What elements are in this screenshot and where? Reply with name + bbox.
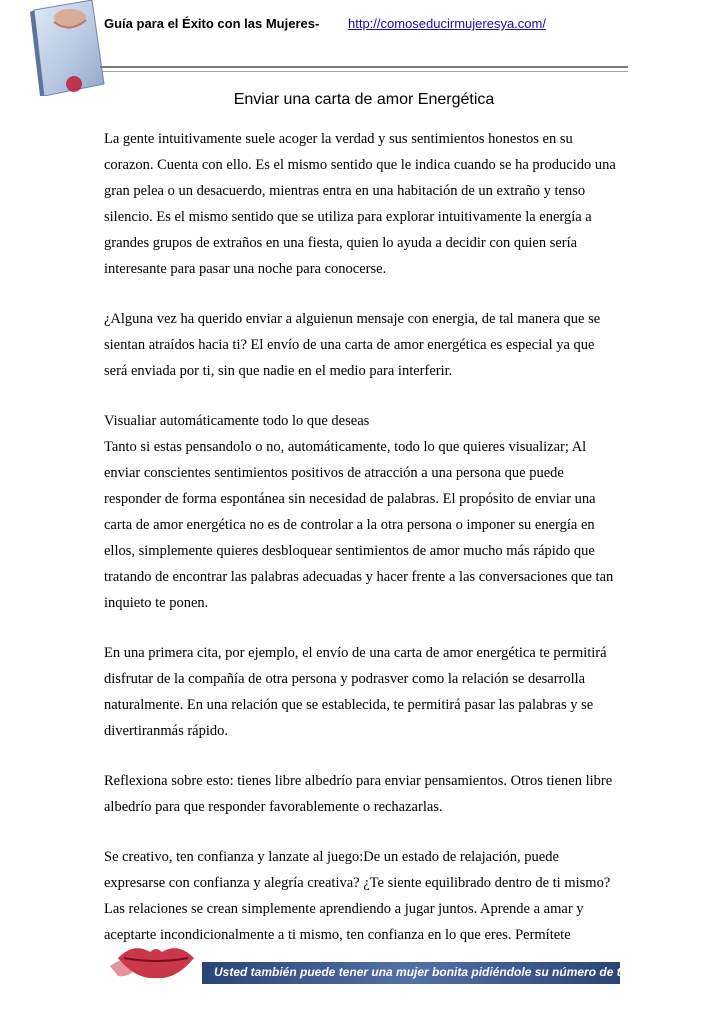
paragraph: Se creativo, ten confianza y lanzate al juego:De un estado de relajación, puede expresarse con confianza y alegría creativa? ¿Te siente equilibrado dentro de ti mismo? Las relaciones se crean simplemente aprendiendo a jugar juntos. Aprende a amar y aceptarte incondicionalmente a ti mismo, ten confianza en lo que eres. Permítete (104, 849, 611, 943)
document-body (104, 126, 628, 972)
ebook-cover-icon (30, 0, 108, 96)
footer-banner (106, 930, 664, 988)
header-rule-thin (100, 71, 628, 72)
header-title: Guía para el Éxito con las Mujeres- (104, 16, 320, 31)
lips-kiss-icon (106, 930, 206, 988)
paragraph: La gente intuitivamente suele acoger la verdad y sus sentimientos honestos en su corazon. Cuenta con ello. Es el mismo sentido que le indica cuando se ha producido una gran pelea o un desacuerdo, mientras entra en una habitación de un extraño y tenso silencio. Es el mismo sentido que se utiliza para explorar intuitivamente la energía a grandes grupos de extraños en una fiesta, quien lo ayuda a decidir con quien sería interesante para pasar una noche para conocerse. (104, 131, 616, 277)
paragraph: ¿Alguna vez ha querido enviar a alguienun mensaje con energia, de tal manera que se sientan atraídos hacia ti? El envío de una carta de amor energética es especial ya que será enviada por ti, sin que nadie en el medio para interferir. (104, 311, 601, 379)
page-title: Enviar una carta de amor Energética (233, 91, 495, 108)
section-heading: Visualiar automáticamente todo lo que deseas (104, 413, 370, 429)
paragraph: Reflexiona sobre esto: tienes libre albedrío para enviar pensamientos. Otros tienen libre albedrío para que responder favorablemente o rechazarlas. (104, 773, 613, 815)
header-rule (100, 66, 628, 68)
paragraph: En una primera cita, por ejemplo, el envío de una carta de amor energética te permitirá disfrutar de la compañía de otra persona y podrasver como la relación se desarrolla naturalmente. En una relación que se establecida, te permitirá pasar las palabras y se divertiranmás rápido. (104, 645, 607, 739)
header-url-link[interactable]: http://comoseducirmujeresya.com/ (348, 16, 546, 31)
paragraph: Tanto si estas pensandolo o no, automáticamente, todo lo que quieres visualizar; Al enviar conscientes sentimientos positivos de atracción a una persona que puede responder de forma espontánea sin necesidad de palabras. El propósito de enviar una carta de amor energética no es de controlar a la otra persona o imponer su energía en ellos, simplemente quieres desbloquear sentimientos de amor mucho más rápido que tratando de encontrar las palabras adecuadas y hacer frente a las conversaciones que tan inquieto te ponen. (104, 439, 614, 611)
footer-banner-text: Usted también puede tener una mujer bonita pidiéndole su número de teléfono (214, 965, 664, 979)
